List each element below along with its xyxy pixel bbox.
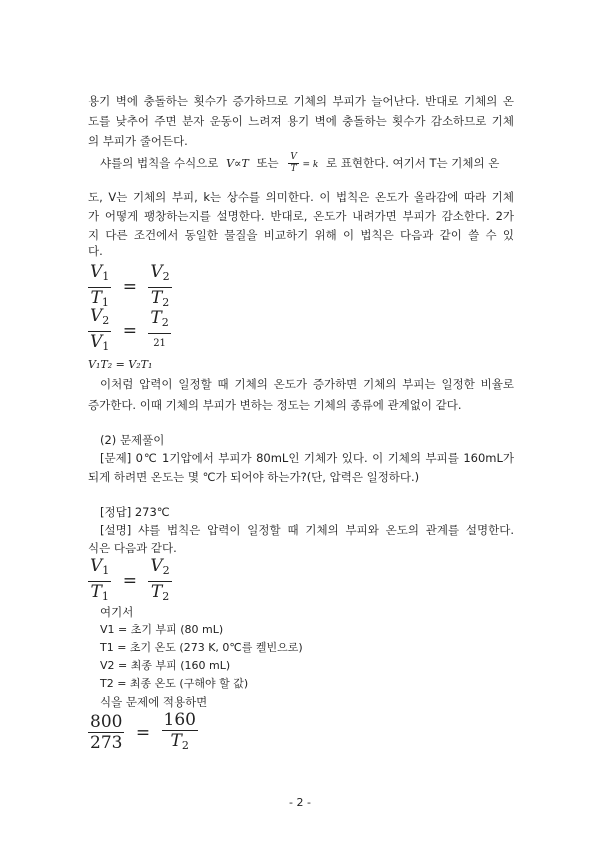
fraction	[88, 262, 111, 313]
subscript: 2	[162, 589, 170, 603]
constant-rhs: = k	[302, 160, 319, 170]
paragraph-text: 로 표현한다. 여기서 T는 기체의 온	[326, 156, 500, 170]
var-t: T	[150, 308, 162, 329]
var-t: T	[90, 287, 102, 308]
var-t: T	[90, 581, 102, 602]
fraction-denominator: 273	[90, 733, 123, 754]
fraction	[148, 556, 171, 607]
fraction	[88, 712, 124, 753]
apply-line: 식을 문제에 적용하면	[100, 695, 208, 709]
fraction	[162, 710, 198, 756]
equation-cross-multiplied: V₁T₂ = V₂T₁	[88, 358, 153, 371]
fraction-numerator: V	[290, 152, 297, 162]
equals-sign: =	[122, 277, 137, 298]
equation-v1-t1	[88, 262, 172, 313]
var-t: T	[150, 287, 163, 308]
var-t: T	[170, 731, 182, 751]
subscript: 1	[102, 563, 110, 577]
paragraph-line: 도를 낮추어 주면 분자 운동이 느려져 용기 벽에 충돌하는 횟수가 감소하므로 기체	[88, 114, 514, 128]
variable-definition: V2 = 최종 부피 (160 mL)	[100, 659, 231, 672]
subscript: 2	[162, 269, 170, 283]
equals-sign: =	[122, 321, 137, 342]
fraction-numerator: 800	[90, 712, 123, 733]
paragraph-text: 또는	[256, 156, 279, 170]
subscript: 2	[162, 295, 170, 309]
var-v: V	[150, 556, 163, 576]
paragraph-line: 이처럼 압력이 일정할 때 기체의 온도가 증가하면 기체의 부피는 일정한 비율로	[100, 377, 514, 391]
fraction	[88, 556, 111, 607]
variable-definition: T1 = 초기 온도 (273 K, 0℃를 켈빈으로)	[100, 641, 303, 654]
paragraph-text: 샤를의 법칙을 수식으로	[100, 156, 219, 170]
paragraph-line: 지 다른 조건에서 동일한 물질을 비교하기 위해 이 법칙은 다음과 같이 쓸 수 있	[88, 228, 514, 242]
paragraph-line: 다.	[88, 244, 103, 258]
fraction	[88, 306, 111, 357]
variable-definition: T2 = 최종 온도 (구해야 할 값)	[100, 677, 249, 690]
var-v: V	[90, 556, 103, 576]
paragraph-line: 용기 벽에 충돌하는 횟수가 증가하므로 기체의 부피가 늘어난다. 반대로 기체의 온	[88, 94, 514, 108]
paragraph-line: 가 어떻게 팽창하는지를 설명한다. 반대로, 온도가 내려가면 부피가 감소한다. 2가	[88, 209, 514, 223]
paragraph-line: 도, V는 기체의 부피, k는 상수를 의미한다. 이 법칙은 온도가 올라감에 따라 기체	[88, 190, 514, 204]
var-v: V	[90, 306, 103, 326]
fraction	[148, 308, 170, 354]
proportional-formula: V∝T	[226, 157, 249, 170]
subscript: 1	[101, 295, 109, 309]
paragraph-line: 증가한다. 이때 기체의 부피가 변하는 정도는 기체의 종류에 관계없이 같다.	[88, 398, 462, 412]
subscript: 1	[102, 269, 110, 283]
subscript: 1	[102, 339, 110, 353]
equation-charles-law	[88, 556, 172, 607]
var-v: V	[90, 262, 103, 282]
problem-line: [문제] 0℃ 1기압에서 부피가 80mL인 기체가 있다. 이 기체의 부피를 160mL가	[100, 451, 514, 465]
subscript: 2	[102, 313, 110, 327]
paragraph-line: 의 부피가 줄어든다.	[88, 134, 188, 148]
fraction-denominator: T	[290, 164, 297, 174]
equation-v2-v1	[88, 306, 171, 357]
equals-sign: =	[122, 571, 137, 592]
section-heading: (2) 문제풀이	[100, 433, 165, 447]
subscript: 2	[161, 316, 169, 330]
equation-substituted	[88, 710, 198, 756]
subscript: 2	[162, 563, 170, 577]
subscript: 2	[181, 738, 189, 752]
charles-law-formula-line	[100, 152, 499, 176]
explanation-line: 식은 다음과 같다.	[88, 541, 177, 555]
equals-sign: =	[135, 722, 151, 743]
explanation-line: [설명] 샤를 법칙은 압력이 일정할 때 기체의 부피와 온도의 관계를 설명한다.	[100, 523, 514, 537]
fraction-numerator: 160	[163, 710, 196, 730]
where-label: 여기서	[100, 605, 134, 619]
var-v: V	[150, 262, 163, 282]
constant-fraction	[288, 152, 299, 175]
answer-line: [정답] 273℃	[100, 505, 170, 519]
var-v: V	[90, 331, 103, 352]
fraction-denominator: 21	[153, 338, 166, 350]
subscript: 1	[101, 589, 109, 603]
page-number: - 2 -	[289, 796, 311, 809]
problem-line: 되게 하려면 온도는 몇 ℃가 되어야 하는가?(단, 압력은 일정하다.)	[88, 470, 420, 484]
fraction	[148, 262, 171, 313]
var-t: T	[150, 581, 163, 602]
variable-definition: V1 = 초기 부피 (80 mL)	[100, 623, 224, 636]
